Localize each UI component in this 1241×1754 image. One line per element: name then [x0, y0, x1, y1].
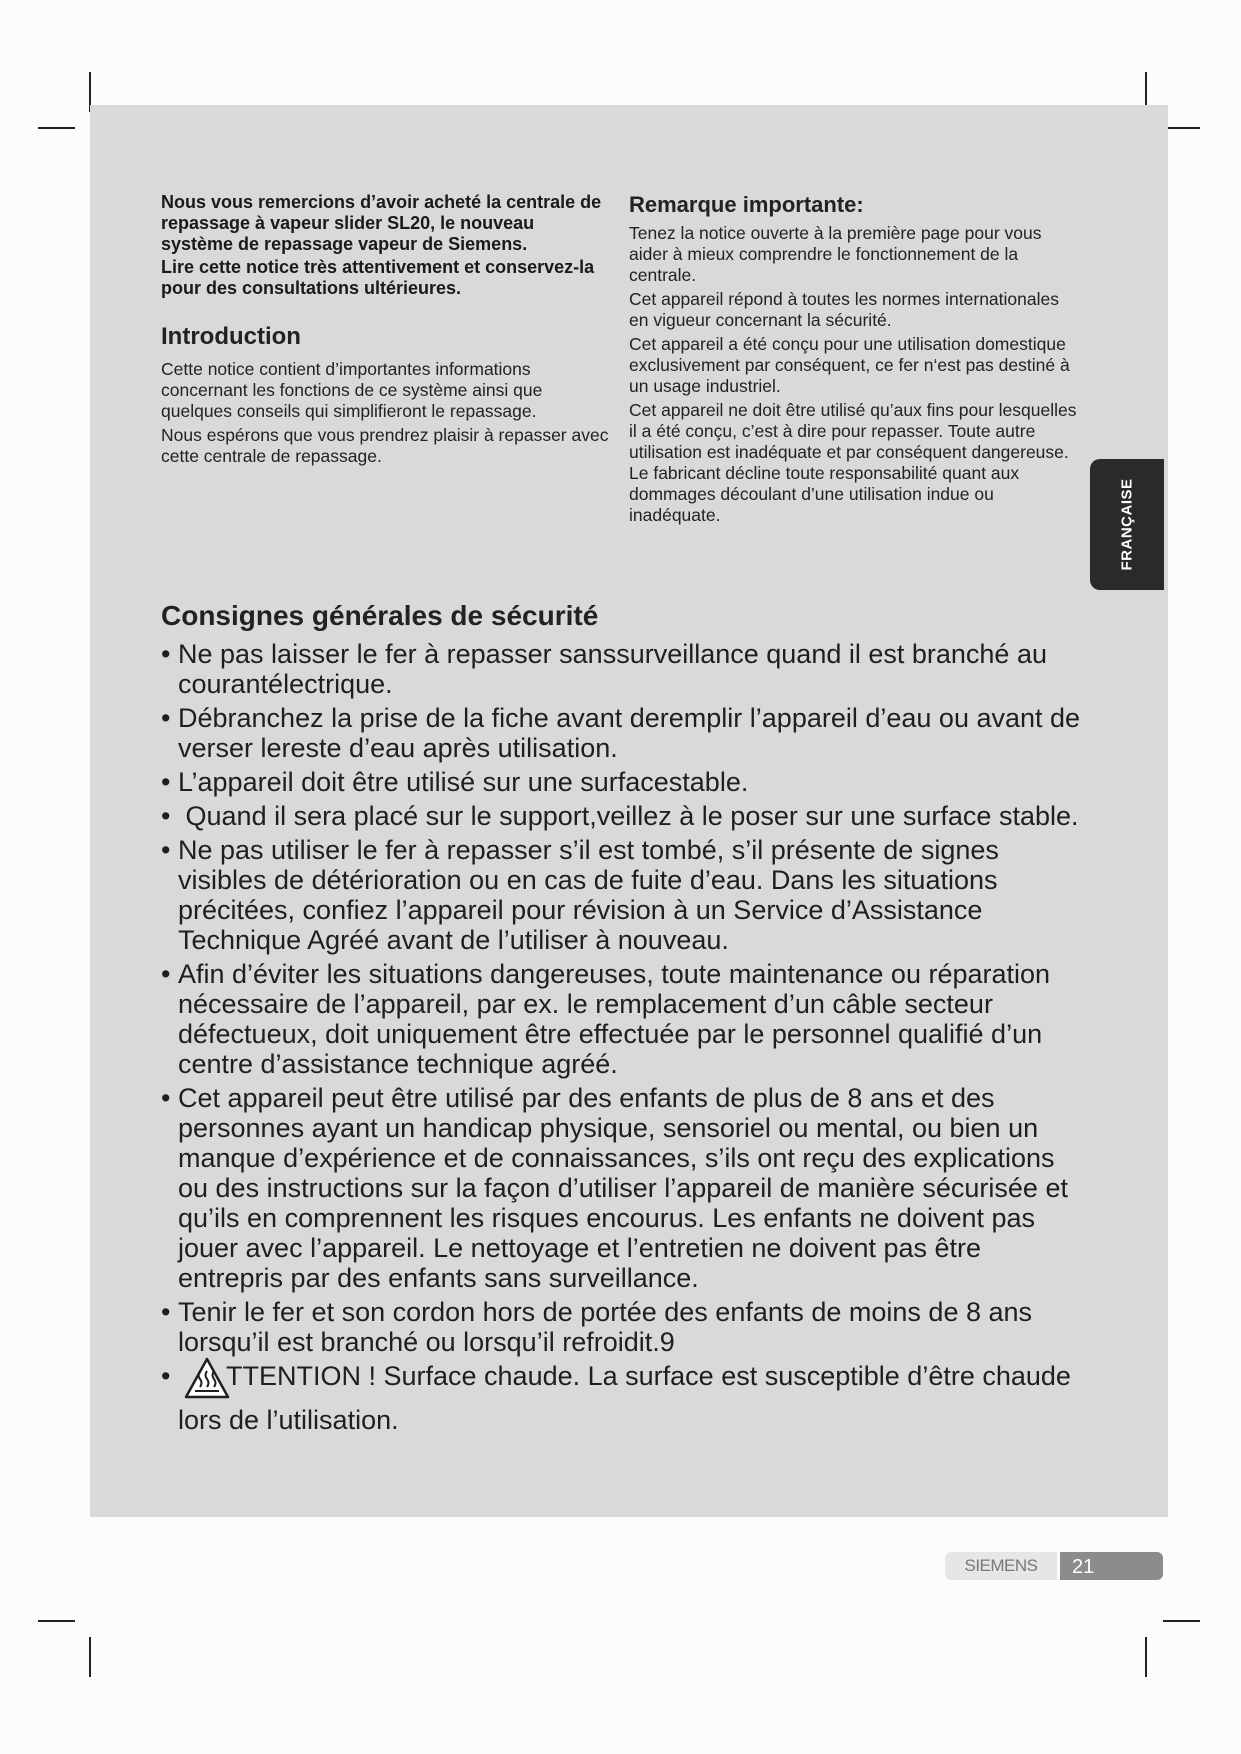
- safety-item-text: Cet appareil peut être utilisé par des enfants de plus de 8 ans et des personnes ayant un handicap physique, sensoriel ou mental, ou bien un manque d’expérience et de connaissances, s’ils ont reçu des explications ou des instructions sur la façon d’utiliser l’appareil de manière sécurisée et qu’ils en comprennent les risques encourus. Les enfants ne doivent pas jouer avec l’appareil. Le nettoyage et l’entretien ne doivent pas être entrepris par des enfants sans surveillance.: [178, 1083, 1068, 1293]
- safety-item-text: Quand il sera placé sur le support,veillez à le poser sur une surface stable.: [178, 801, 1079, 831]
- remark-paragraph: Cet appareil a été conçu pour une utilisation domestique exclusivement par conséquent, ce fer n‘est pas destiné à un usage industriel.: [629, 334, 1070, 396]
- language-tab: [1090, 459, 1164, 590]
- safety-item: [161, 959, 1091, 1079]
- safety-item: [161, 767, 1091, 797]
- safety-item: [161, 703, 1091, 763]
- bullet: •: [161, 703, 171, 733]
- safety-item-text: Débranchez la prise de la fiche avant deremplir l’appareil d’eau ou avant de verser lereste d’eau après utilisation.: [178, 703, 1081, 763]
- bullet: •: [161, 1361, 171, 1391]
- bullet: •: [161, 801, 171, 831]
- crop-mark-bottom-left-v: [89, 1637, 91, 1677]
- remark-column: [629, 192, 1079, 529]
- read-notice-paragraph: Lire cette notice très attentivement et conservez-la pour des consultations ultérieures.: [161, 257, 595, 298]
- hot-surface-warning-icon: [184, 1357, 230, 1401]
- bullet: •: [161, 767, 171, 797]
- remark-paragraph: Tenez la notice ouverte à la première page pour vous aider à mieux comprendre le fonctionnement de la centrale.: [629, 223, 1042, 285]
- crop-mark-top-left-h: [38, 127, 75, 129]
- bullet: •: [161, 835, 171, 865]
- safety-item-text: Afin d’éviter les situations dangereuses, toute maintenance ou réparation nécessaire de l’appareil, par ex. le remplacement d’un câble secteur défectueux, doit uniquement être effectuée par le personnel qualifié d’un centre d’assistance technique agréé.: [178, 959, 1051, 1079]
- page-number: 21: [1060, 1552, 1163, 1580]
- crop-mark-bottom-right-v: [1145, 1637, 1147, 1677]
- warning-text: TTENTION ! Surface chaude. La surface est susceptible d’être chaude lors de l’utilisation.: [178, 1361, 1071, 1435]
- safety-item-text: Ne pas utiliser le fer à repasser s’il est tombé, s’il présente de signes visibles de détérioration ou en cas de fuite d’eau. Dans les situations précitées, confiez l’appareil pour révision à un Service d’Assistance Technique Agréé avant de l’utiliser à nouveau.: [178, 835, 999, 955]
- remark-paragraph: Cet appareil répond à toutes les normes internationales en vigueur concernant la sécurité.: [629, 289, 1059, 330]
- safety-item: [161, 801, 1091, 831]
- remark-paragraph: Cet appareil ne doit être utilisé qu’aux fins pour lesquelles il a été conçu, c’est à dire pour repasser. Toute autre utilisation est inadéquate et par conséquent dangereuse. Le fabricant décline toute responsabilité quant aux dommages découlant d’une utilisation indue ou inadéquate.: [629, 400, 1077, 525]
- safety-item: [161, 639, 1091, 699]
- safety-item-warning: [161, 1361, 1091, 1435]
- safety-item: [161, 835, 1091, 955]
- safety-heading: Consignes générales de sécurité: [161, 600, 599, 631]
- introduction-paragraph: Cette notice contient d’importantes informations concernant les fonctions de ce système ainsi que quelques conseils qui simplifieront le repassage.: [161, 359, 543, 421]
- crop-mark-bottom-right-h: [1163, 1620, 1200, 1622]
- crop-mark-bottom-left-h: [38, 1620, 75, 1622]
- bullet: •: [161, 1297, 171, 1327]
- safety-item: [161, 1297, 1091, 1357]
- bullet: •: [161, 639, 171, 669]
- language-tab-label: FRANÇAISE: [1118, 478, 1136, 571]
- intro-column: [161, 192, 611, 470]
- introduction-heading: Introduction: [161, 323, 301, 350]
- safety-item-text: L’appareil doit être utilisé sur une surfacestable.: [178, 767, 749, 797]
- safety-section: [161, 599, 1091, 1439]
- bullet: •: [161, 1083, 171, 1113]
- safety-list: [161, 639, 1091, 1435]
- thanks-paragraph: Nous vous remercions d’avoir acheté la centrale de repassage à vapeur slider SL20, le nouveau système de repassage vapeur de Siemens.: [161, 192, 602, 254]
- introduction-paragraph: Nous espérons que vous prendrez plaisir à repasser avec cette centrale de repassage.: [161, 425, 609, 466]
- safety-item-text: Tenir le fer et son cordon hors de portée des enfants de moins de 8 ans lorsqu’il est branché ou lorsqu’il refroidit.9: [178, 1297, 1033, 1357]
- bullet: •: [161, 959, 171, 989]
- safety-item: [161, 1083, 1091, 1293]
- crop-mark-top-right-h: [1163, 127, 1200, 129]
- remark-heading: Remarque importante:: [629, 192, 864, 217]
- footer-brand: SIEMENS: [945, 1552, 1057, 1580]
- safety-item-text: Ne pas laisser le fer à repasser sanssurveillance quand il est branché au courantélectrique.: [178, 639, 1047, 699]
